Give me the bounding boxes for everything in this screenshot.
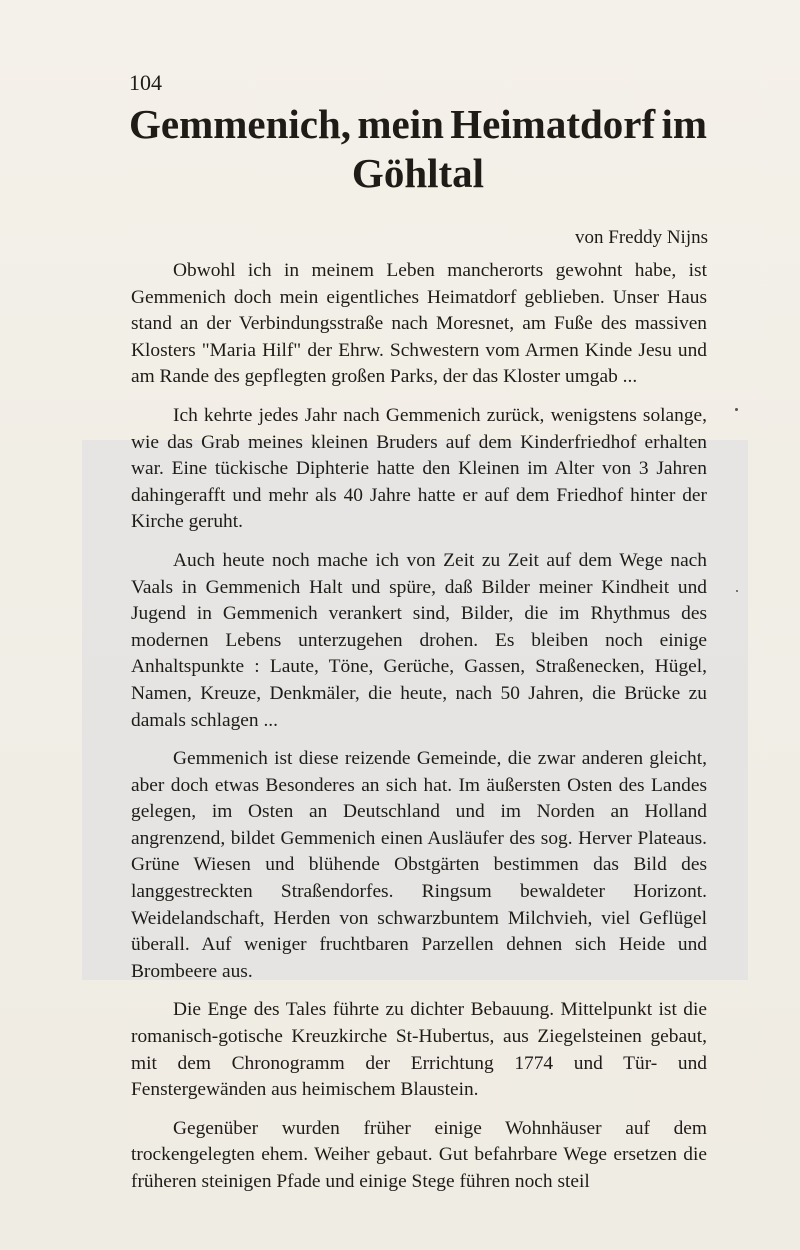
author-byline: von Freddy Nijns: [575, 227, 708, 248]
page-number: 104: [129, 70, 162, 95]
title-word: Gemmenich,: [129, 101, 352, 147]
paragraph: Gemmenich ist diese reizende Gemeinde, die zwar anderen gleicht, aber doch etwas Besonderes an sich hat. Im äußersten Osten des Landes gelegen, im Osten an Deutschland und im Norden an Holland angrenzend, bildet Gemmenich einen Ausläufer des sog. Herver Plateaus. Grüne Wiesen und blühende Obstgärten bestimmen das Bild des langgestreckten Straßendorfes. Ringsum bewaldeter Horizont. Weidelandschaft, Herden von schwarzbuntem Milchvieh, viel Geflügel überall. Auf weniger fruchtbaren Parzellen dehnen sich Heide und Brombeere aus.: [131, 748, 707, 982]
title-line-2: Göhltal: [351, 150, 485, 196]
paragraph: Ich kehrte jedes Jahr nach Gemmenich zurück, wenigstens solange, wie das Grab meines kleinen Bruders auf dem Kinderfriedhof erhalten war. Eine tückische Diphterie hatte den Kleinen im Alter von 3 Jahren dahingerafft und mehr als 40 Jahre hatte er auf dem Friedhof hinter der Kirche geruht.: [131, 404, 707, 533]
title-word: Heimatdorf: [450, 101, 656, 147]
title-line-1: [129, 100, 707, 149]
paragraph: Auch heute noch mache ich von Zeit zu Zeit auf dem Wege nach Vaals in Gemmenich Halt und spüre, daß Bilder meiner Kindheit und Jugend in Gemmenich verankert sind, Bilder, die im Rhythmus des modernen Lebens unterzugehen drohen. Es bleiben noch einige Anhaltspunkte : Laute, Töne, Gerüche, Gassen, Straßenecken, Hügel, Namen, Kreuze, Denkmäler, die heute, nach 50 Jahren, die Brücke zu damals schlagen ...: [131, 549, 707, 731]
article-title: [129, 100, 707, 198]
paper-speck: [736, 590, 738, 592]
paragraph: Die Enge des Tales führte zu dichter Bebauung. Mittelpunkt ist die romanisch-gotische Kreuzkirche St-Hubertus, aus Ziegelsteinen gebaut, mit dem Chronogramm der Errichtung 1774 und Tür- und Fenstergewänden aus heimischem Blaustein.: [131, 999, 707, 1101]
paragraph: Gegenüber wurden früher einige Wohnhäuser auf dem trockengelegten ehem. Weiher gebaut. Gut befahrbare Wege ersetzen die früheren steinigen Pfade und einige Stege führen noch steil: [131, 1117, 707, 1192]
title-word: mein: [357, 101, 444, 147]
paragraph: Obwohl ich in meinem Leben mancherorts gewohnt habe, ist Gemmenich doch mein eigentliches Heimatdorf geblieben. Unser Haus stand an der Verbindungsstraße nach Moresnet, am Fuße des massiven Klosters "Maria Hilf" der Ehrw. Schwestern vom Armen Kinde Jesu und am Rande des gepflegten großen Parks, der das Kloster umgab ...: [131, 260, 707, 388]
paper-speck: [735, 408, 738, 411]
article-body: [131, 258, 707, 1208]
title-word: im: [661, 101, 707, 147]
